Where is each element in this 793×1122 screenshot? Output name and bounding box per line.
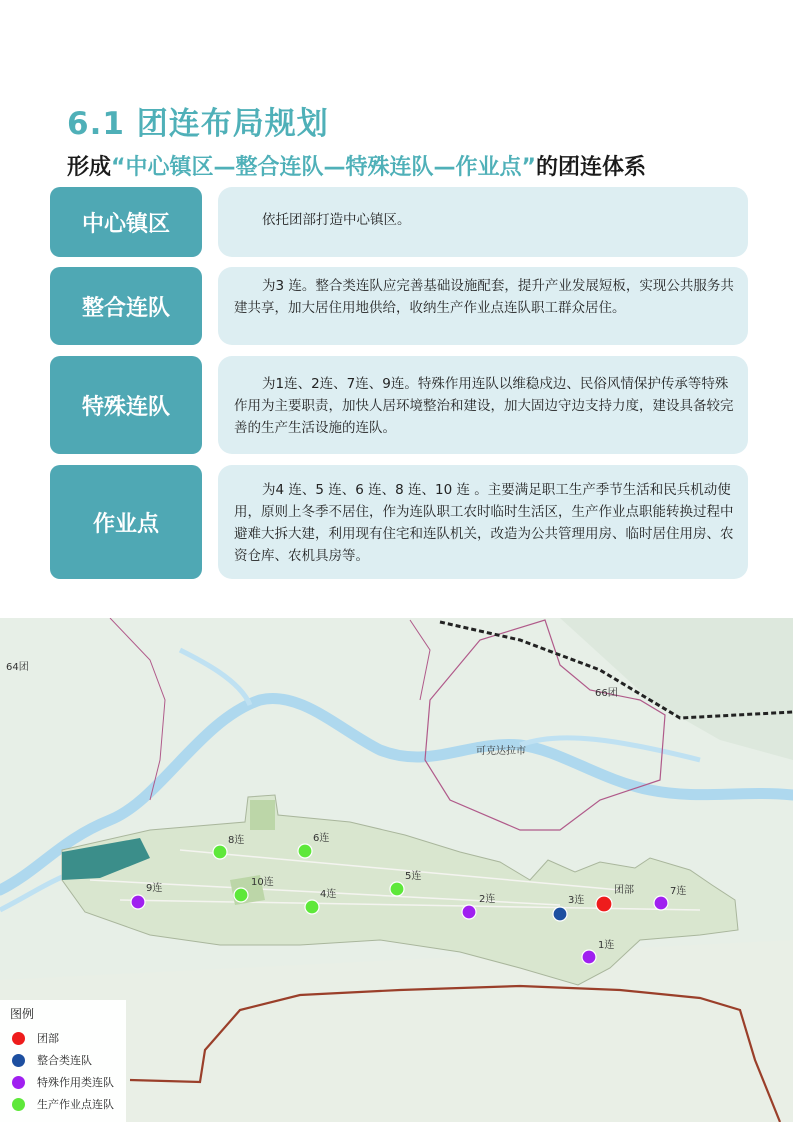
- label-city: 可克达拉市: [476, 746, 526, 757]
- marker-special: [654, 896, 668, 910]
- category-row-center-town: [50, 187, 748, 257]
- marker-special: [462, 905, 476, 919]
- legend-dot-hq: [12, 1032, 25, 1045]
- legend-title: 图例: [10, 1007, 35, 1021]
- marker-label: 5连: [405, 871, 422, 882]
- marker-label: 3连: [568, 895, 585, 906]
- marker-operation: [298, 844, 312, 858]
- legend-item-hq: [12, 1030, 59, 1046]
- marker-label: 团部: [614, 885, 634, 896]
- legend-dot-special: [12, 1076, 25, 1089]
- category-label: 作业点: [50, 465, 202, 579]
- marker-operation: [305, 900, 319, 914]
- marker-label: 9连: [146, 883, 163, 894]
- marker-label: 7连: [670, 886, 687, 897]
- category-description: 为1连、2连、7连、9连。特殊作用连队以维稳戍边、民俗风情保护传承等特殊作用为主要职责，加快人居环境整治和建设，加大固边守边支持力度，建设具备较完善的生产生活设施的连队。: [218, 356, 748, 454]
- category-label: 特殊连队: [50, 356, 202, 454]
- legend-dot-integrated: [12, 1054, 25, 1067]
- category-description: 为3 连。整合类连队应完善基础设施配套，提升产业发展短板，实现公共服务共建共享，加大居住用地供给，收纳生产作业点连队职工群众居住。: [218, 267, 748, 345]
- subtitle-prefix: 形成: [67, 155, 112, 180]
- legend-item-special: [12, 1074, 114, 1090]
- section-title: [67, 98, 329, 143]
- marker-operation: [213, 845, 227, 859]
- marker-special: [131, 895, 145, 909]
- legend-label: 特殊作用类连队: [37, 1076, 114, 1089]
- marker-label: 2连: [479, 894, 496, 905]
- legend-item-integrated: [12, 1052, 92, 1068]
- legend-label: 整合类连队: [37, 1054, 92, 1067]
- field-block: [250, 800, 275, 830]
- category-row-operation: [50, 465, 748, 579]
- marker-label: 8连: [228, 835, 245, 846]
- legend-label: 生产作业点连队: [37, 1098, 114, 1111]
- marker-label: 1连: [598, 940, 615, 951]
- category-description: 为4 连、5 连、6 连、8 连、10 连 。主要满足职工生产季节生活和民兵机动使用，原则上冬季不居住，作为连队职工农时临时生活区，生产作业点职能转换过程中避难大拆大建，利用现有住宅和连队机关，改造为公共管理用房、临时居住用房、农资仓库、农机具房等。: [218, 465, 748, 579]
- marker-special: [582, 950, 596, 964]
- legend-label: 团部: [37, 1032, 59, 1045]
- marker-operation: [234, 888, 248, 902]
- map-legend: [0, 1000, 126, 1122]
- section-title-text: 团连布局规划: [136, 106, 329, 142]
- legend-item-operation: [12, 1096, 114, 1112]
- category-row-integrated: [50, 267, 748, 345]
- marker-integrated: [553, 907, 567, 921]
- category-label: 整合连队: [50, 267, 202, 345]
- category-description: 依托团部打造中心镇区。: [218, 187, 748, 257]
- legend-dot-operation: [12, 1098, 25, 1111]
- marker-operation: [390, 882, 404, 896]
- marker-label: 10连: [251, 877, 274, 888]
- category-row-special: [50, 356, 748, 454]
- marker-label: 4连: [320, 889, 337, 900]
- marker-label: 6连: [313, 833, 330, 844]
- subtitle-highlight: “中心镇区—整合连队—特殊连队—作业点”: [111, 155, 536, 180]
- subtitle-suffix: 的团连体系: [535, 155, 646, 180]
- section-number: 6.1: [67, 106, 125, 142]
- category-label: 中心镇区: [50, 187, 202, 257]
- label-regiment66: 66团: [595, 688, 618, 699]
- marker-hq: [596, 896, 612, 912]
- subtitle: [67, 150, 646, 181]
- label-regiment64: 64团: [6, 662, 29, 673]
